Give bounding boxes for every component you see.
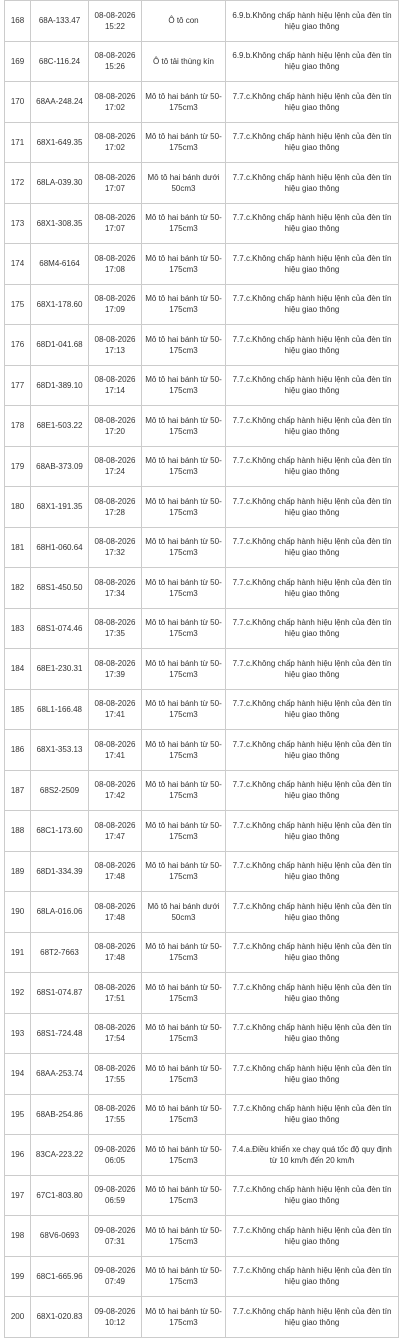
row-number-cell: 176 <box>5 325 31 366</box>
row-number-cell: 193 <box>5 1013 31 1054</box>
license-plate-cell: 68D1-334.39 <box>31 851 89 892</box>
row-number-cell: 198 <box>5 1216 31 1257</box>
table-row <box>5 1297 399 1338</box>
table-row <box>5 487 399 528</box>
violation-time-cell: 08-08-2026 17:55 <box>89 1054 142 1095</box>
vehicle-type-cell: Mô tô hai bánh từ 50-175cm3 <box>142 973 226 1014</box>
license-plate-cell: 68E1-503.22 <box>31 406 89 447</box>
license-plate-cell: 68LA-039.30 <box>31 163 89 204</box>
vehicle-type-cell: Mô tô hai bánh từ 50-175cm3 <box>142 365 226 406</box>
license-plate-cell: 68S1-074.87 <box>31 973 89 1014</box>
violation-description-cell: 7.7.c.Không chấp hành hiệu lệnh của đèn tín hiệu giao thông <box>226 325 399 366</box>
vehicle-type-cell: Mô tô hai bánh từ 50-175cm3 <box>142 1013 226 1054</box>
row-number-cell: 177 <box>5 365 31 406</box>
violation-time-cell: 09-08-2026 07:31 <box>89 1216 142 1257</box>
row-number-cell: 200 <box>5 1297 31 1338</box>
violation-time-cell: 08-08-2026 17:35 <box>89 608 142 649</box>
table-row <box>5 770 399 811</box>
row-number-cell: 183 <box>5 608 31 649</box>
row-number-cell: 194 <box>5 1054 31 1095</box>
violation-time-cell: 08-08-2026 17:34 <box>89 568 142 609</box>
license-plate-cell: 68X1-308.35 <box>31 203 89 244</box>
table-row <box>5 1256 399 1297</box>
license-plate-cell: 68S1-074.46 <box>31 608 89 649</box>
violation-time-cell: 09-08-2026 06:05 <box>89 1135 142 1176</box>
row-number-cell: 171 <box>5 122 31 163</box>
vehicle-type-cell: Mô tô hai bánh từ 50-175cm3 <box>142 325 226 366</box>
table-row <box>5 568 399 609</box>
table-row <box>5 730 399 771</box>
table-row <box>5 851 399 892</box>
row-number-cell: 170 <box>5 82 31 123</box>
violation-description-cell: 7.4.a.Điều khiển xe chạy quá tốc độ quy định từ 10 km/h đến 20 km/h <box>226 1135 399 1176</box>
row-number-cell: 187 <box>5 770 31 811</box>
license-plate-cell: 68S1-724.48 <box>31 1013 89 1054</box>
violation-time-cell: 08-08-2026 17:20 <box>89 406 142 447</box>
violation-time-cell: 08-08-2026 17:24 <box>89 446 142 487</box>
vehicle-type-cell: Ô tô con <box>142 1 226 42</box>
license-plate-cell: 68X1-353.13 <box>31 730 89 771</box>
vehicle-type-cell: Mô tô hai bánh từ 50-175cm3 <box>142 1175 226 1216</box>
table-row <box>5 1135 399 1176</box>
violation-time-cell: 08-08-2026 17:09 <box>89 284 142 325</box>
violation-time-cell: 08-08-2026 17:39 <box>89 649 142 690</box>
violation-time-cell: 08-08-2026 17:48 <box>89 892 142 933</box>
license-plate-cell: 68X1-191.35 <box>31 487 89 528</box>
row-number-cell: 191 <box>5 932 31 973</box>
license-plate-cell: 68X1-020.83 <box>31 1297 89 1338</box>
row-number-cell: 168 <box>5 1 31 42</box>
vehicle-type-cell: Mô tô hai bánh từ 50-175cm3 <box>142 446 226 487</box>
license-plate-cell: 68AB-254.86 <box>31 1094 89 1135</box>
license-plate-cell: 68A-133.47 <box>31 1 89 42</box>
violation-description-cell: 7.7.c.Không chấp hành hiệu lệnh của đèn tín hiệu giao thông <box>226 608 399 649</box>
violation-description-cell: 7.7.c.Không chấp hành hiệu lệnh của đèn tín hiệu giao thông <box>226 1094 399 1135</box>
vehicle-type-cell: Mô tô hai bánh từ 50-175cm3 <box>142 487 226 528</box>
violation-time-cell: 08-08-2026 17:55 <box>89 1094 142 1135</box>
table-row <box>5 163 399 204</box>
violation-time-cell: 08-08-2026 17:42 <box>89 770 142 811</box>
license-plate-cell: 68X1-649.35 <box>31 122 89 163</box>
violation-time-cell: 08-08-2026 15:26 <box>89 41 142 82</box>
license-plate-cell: 68C1-173.60 <box>31 811 89 852</box>
violation-description-cell: 7.7.c.Không chấp hành hiệu lệnh của đèn tín hiệu giao thông <box>226 365 399 406</box>
vehicle-type-cell: Mô tô hai bánh từ 50-175cm3 <box>142 527 226 568</box>
license-plate-cell: 68D1-389.10 <box>31 365 89 406</box>
vehicle-type-cell: Mô tô hai bánh từ 50-175cm3 <box>142 851 226 892</box>
violation-time-cell: 08-08-2026 17:41 <box>89 730 142 771</box>
violation-time-cell: 09-08-2026 07:49 <box>89 1256 142 1297</box>
violations-table <box>4 0 399 1338</box>
row-number-cell: 178 <box>5 406 31 447</box>
license-plate-cell: 68T2-7663 <box>31 932 89 973</box>
violation-time-cell: 08-08-2026 17:41 <box>89 689 142 730</box>
vehicle-type-cell: Mô tô hai bánh dưới 50cm3 <box>142 892 226 933</box>
violation-time-cell: 08-08-2026 17:54 <box>89 1013 142 1054</box>
violation-description-cell: 7.7.c.Không chấp hành hiệu lệnh của đèn tín hiệu giao thông <box>226 568 399 609</box>
vehicle-type-cell: Mô tô hai bánh từ 50-175cm3 <box>142 1256 226 1297</box>
table-row <box>5 1 399 42</box>
table-row <box>5 41 399 82</box>
vehicle-type-cell: Mô tô hai bánh từ 50-175cm3 <box>142 284 226 325</box>
row-number-cell: 172 <box>5 163 31 204</box>
row-number-cell: 179 <box>5 446 31 487</box>
row-number-cell: 182 <box>5 568 31 609</box>
row-number-cell: 181 <box>5 527 31 568</box>
table-row <box>5 1216 399 1257</box>
row-number-cell: 169 <box>5 41 31 82</box>
violation-description-cell: 7.7.c.Không chấp hành hiệu lệnh của đèn tín hiệu giao thông <box>226 284 399 325</box>
vehicle-type-cell: Mô tô hai bánh từ 50-175cm3 <box>142 811 226 852</box>
row-number-cell: 197 <box>5 1175 31 1216</box>
violation-time-cell: 09-08-2026 10:12 <box>89 1297 142 1338</box>
violation-description-cell: 7.7.c.Không chấp hành hiệu lệnh của đèn tín hiệu giao thông <box>226 932 399 973</box>
vehicle-type-cell: Mô tô hai bánh từ 50-175cm3 <box>142 244 226 285</box>
license-plate-cell: 68H1-060.64 <box>31 527 89 568</box>
violation-description-cell: 7.7.c.Không chấp hành hiệu lệnh của đèn tín hiệu giao thông <box>226 1054 399 1095</box>
violation-description-cell: 7.7.c.Không chấp hành hiệu lệnh của đèn tín hiệu giao thông <box>226 406 399 447</box>
table-row <box>5 446 399 487</box>
table-row <box>5 1094 399 1135</box>
violation-description-cell: 7.7.c.Không chấp hành hiệu lệnh của đèn tín hiệu giao thông <box>226 1216 399 1257</box>
table-row <box>5 689 399 730</box>
vehicle-type-cell: Mô tô hai bánh từ 50-175cm3 <box>142 608 226 649</box>
table-row <box>5 608 399 649</box>
vehicle-type-cell: Mô tô hai bánh từ 50-175cm3 <box>142 689 226 730</box>
table-row <box>5 284 399 325</box>
vehicle-type-cell: Mô tô hai bánh từ 50-175cm3 <box>142 1216 226 1257</box>
row-number-cell: 184 <box>5 649 31 690</box>
violation-time-cell: 08-08-2026 17:51 <box>89 973 142 1014</box>
license-plate-cell: 68L1-166.48 <box>31 689 89 730</box>
violation-time-cell: 08-08-2026 17:13 <box>89 325 142 366</box>
vehicle-type-cell: Mô tô hai bánh từ 50-175cm3 <box>142 1094 226 1135</box>
license-plate-cell: 68E1-230.31 <box>31 649 89 690</box>
table-row <box>5 649 399 690</box>
violation-description-cell: 7.7.c.Không chấp hành hiệu lệnh của đèn tín hiệu giao thông <box>226 1013 399 1054</box>
row-number-cell: 192 <box>5 973 31 1014</box>
table-row <box>5 122 399 163</box>
table-row <box>5 932 399 973</box>
violation-description-cell: 7.7.c.Không chấp hành hiệu lệnh của đèn tín hiệu giao thông <box>226 487 399 528</box>
row-number-cell: 174 <box>5 244 31 285</box>
violation-description-cell: 7.7.c.Không chấp hành hiệu lệnh của đèn tín hiệu giao thông <box>226 244 399 285</box>
table-row <box>5 1175 399 1216</box>
violation-time-cell: 08-08-2026 15:22 <box>89 1 142 42</box>
row-number-cell: 186 <box>5 730 31 771</box>
row-number-cell: 188 <box>5 811 31 852</box>
violation-time-cell: 08-08-2026 17:14 <box>89 365 142 406</box>
vehicle-type-cell: Mô tô hai bánh từ 50-175cm3 <box>142 932 226 973</box>
row-number-cell: 173 <box>5 203 31 244</box>
license-plate-cell: 68V6-0693 <box>31 1216 89 1257</box>
row-number-cell: 189 <box>5 851 31 892</box>
table-row <box>5 811 399 852</box>
violation-description-cell: 7.7.c.Không chấp hành hiệu lệnh của đèn tín hiệu giao thông <box>226 1297 399 1338</box>
violation-description-cell: 7.7.c.Không chấp hành hiệu lệnh của đèn tín hiệu giao thông <box>226 163 399 204</box>
license-plate-cell: 68C1-665.96 <box>31 1256 89 1297</box>
table-row <box>5 892 399 933</box>
table-row <box>5 527 399 568</box>
violation-description-cell: 7.7.c.Không chấp hành hiệu lệnh của đèn tín hiệu giao thông <box>226 689 399 730</box>
table-row <box>5 1054 399 1095</box>
license-plate-cell: 68M4-6164 <box>31 244 89 285</box>
row-number-cell: 175 <box>5 284 31 325</box>
table-row <box>5 1013 399 1054</box>
license-plate-cell: 83CA-223.22 <box>31 1135 89 1176</box>
violation-description-cell: 7.7.c.Không chấp hành hiệu lệnh của đèn tín hiệu giao thông <box>226 122 399 163</box>
violation-time-cell: 08-08-2026 17:07 <box>89 163 142 204</box>
violation-description-cell: 7.7.c.Không chấp hành hiệu lệnh của đèn tín hiệu giao thông <box>226 446 399 487</box>
violation-description-cell: 7.7.c.Không chấp hành hiệu lệnh của đèn tín hiệu giao thông <box>226 82 399 123</box>
violations-table-body <box>5 1 399 1338</box>
vehicle-type-cell: Mô tô hai bánh từ 50-175cm3 <box>142 122 226 163</box>
table-row <box>5 82 399 123</box>
row-number-cell: 185 <box>5 689 31 730</box>
violation-time-cell: 08-08-2026 17:28 <box>89 487 142 528</box>
vehicle-type-cell: Mô tô hai bánh dưới 50cm3 <box>142 163 226 204</box>
vehicle-type-cell: Mô tô hai bánh từ 50-175cm3 <box>142 82 226 123</box>
violation-description-cell: 7.7.c.Không chấp hành hiệu lệnh của đèn tín hiệu giao thông <box>226 892 399 933</box>
vehicle-type-cell: Mô tô hai bánh từ 50-175cm3 <box>142 1297 226 1338</box>
table-row <box>5 203 399 244</box>
violation-description-cell: 7.7.c.Không chấp hành hiệu lệnh của đèn tín hiệu giao thông <box>226 851 399 892</box>
license-plate-cell: 68AA-248.24 <box>31 82 89 123</box>
vehicle-type-cell: Mô tô hai bánh từ 50-175cm3 <box>142 770 226 811</box>
license-plate-cell: 68AB-373.09 <box>31 446 89 487</box>
vehicle-type-cell: Mô tô hai bánh từ 50-175cm3 <box>142 1054 226 1095</box>
violation-description-cell: 6.9.b.Không chấp hành hiệu lệnh của đèn tín hiệu giao thông <box>226 1 399 42</box>
table-row <box>5 406 399 447</box>
vehicle-type-cell: Mô tô hai bánh từ 50-175cm3 <box>142 730 226 771</box>
violation-description-cell: 7.7.c.Không chấp hành hiệu lệnh của đèn tín hiệu giao thông <box>226 527 399 568</box>
license-plate-cell: 68C-116.24 <box>31 41 89 82</box>
license-plate-cell: 68X1-178.60 <box>31 284 89 325</box>
violation-time-cell: 08-08-2026 17:48 <box>89 932 142 973</box>
license-plate-cell: 68D1-041.68 <box>31 325 89 366</box>
violation-description-cell: 7.7.c.Không chấp hành hiệu lệnh của đèn tín hiệu giao thông <box>226 770 399 811</box>
vehicle-type-cell: Mô tô hai bánh từ 50-175cm3 <box>142 1135 226 1176</box>
row-number-cell: 190 <box>5 892 31 933</box>
violation-time-cell: 08-08-2026 17:02 <box>89 122 142 163</box>
violation-description-cell: 7.7.c.Không chấp hành hiệu lệnh của đèn tín hiệu giao thông <box>226 649 399 690</box>
violation-time-cell: 08-08-2026 17:08 <box>89 244 142 285</box>
license-plate-cell: 68S1-450.50 <box>31 568 89 609</box>
table-row <box>5 365 399 406</box>
vehicle-type-cell: Ô tô tải thùng kín <box>142 41 226 82</box>
row-number-cell: 180 <box>5 487 31 528</box>
violation-time-cell: 08-08-2026 17:07 <box>89 203 142 244</box>
license-plate-cell: 68LA-016.06 <box>31 892 89 933</box>
violation-description-cell: 7.7.c.Không chấp hành hiệu lệnh của đèn tín hiệu giao thông <box>226 1256 399 1297</box>
row-number-cell: 199 <box>5 1256 31 1297</box>
row-number-cell: 195 <box>5 1094 31 1135</box>
violation-time-cell: 08-08-2026 17:32 <box>89 527 142 568</box>
license-plate-cell: 68S2-2509 <box>31 770 89 811</box>
violation-time-cell: 09-08-2026 06:59 <box>89 1175 142 1216</box>
vehicle-type-cell: Mô tô hai bánh từ 50-175cm3 <box>142 406 226 447</box>
violation-time-cell: 08-08-2026 17:48 <box>89 851 142 892</box>
violation-description-cell: 7.7.c.Không chấp hành hiệu lệnh của đèn tín hiệu giao thông <box>226 1175 399 1216</box>
table-row <box>5 325 399 366</box>
violation-description-cell: 6.9.b.Không chấp hành hiệu lệnh của đèn tín hiệu giao thông <box>226 41 399 82</box>
vehicle-type-cell: Mô tô hai bánh từ 50-175cm3 <box>142 649 226 690</box>
violation-description-cell: 7.7.c.Không chấp hành hiệu lệnh của đèn tín hiệu giao thông <box>226 811 399 852</box>
violation-description-cell: 7.7.c.Không chấp hành hiệu lệnh của đèn tín hiệu giao thông <box>226 730 399 771</box>
violation-description-cell: 7.7.c.Không chấp hành hiệu lệnh của đèn tín hiệu giao thông <box>226 203 399 244</box>
vehicle-type-cell: Mô tô hai bánh từ 50-175cm3 <box>142 568 226 609</box>
table-row <box>5 973 399 1014</box>
license-plate-cell: 68AA-253.74 <box>31 1054 89 1095</box>
vehicle-type-cell: Mô tô hai bánh từ 50-175cm3 <box>142 203 226 244</box>
violation-time-cell: 08-08-2026 17:02 <box>89 82 142 123</box>
row-number-cell: 196 <box>5 1135 31 1176</box>
license-plate-cell: 67C1-803.80 <box>31 1175 89 1216</box>
violation-time-cell: 08-08-2026 17:47 <box>89 811 142 852</box>
table-row <box>5 244 399 285</box>
violation-description-cell: 7.7.c.Không chấp hành hiệu lệnh của đèn tín hiệu giao thông <box>226 973 399 1014</box>
